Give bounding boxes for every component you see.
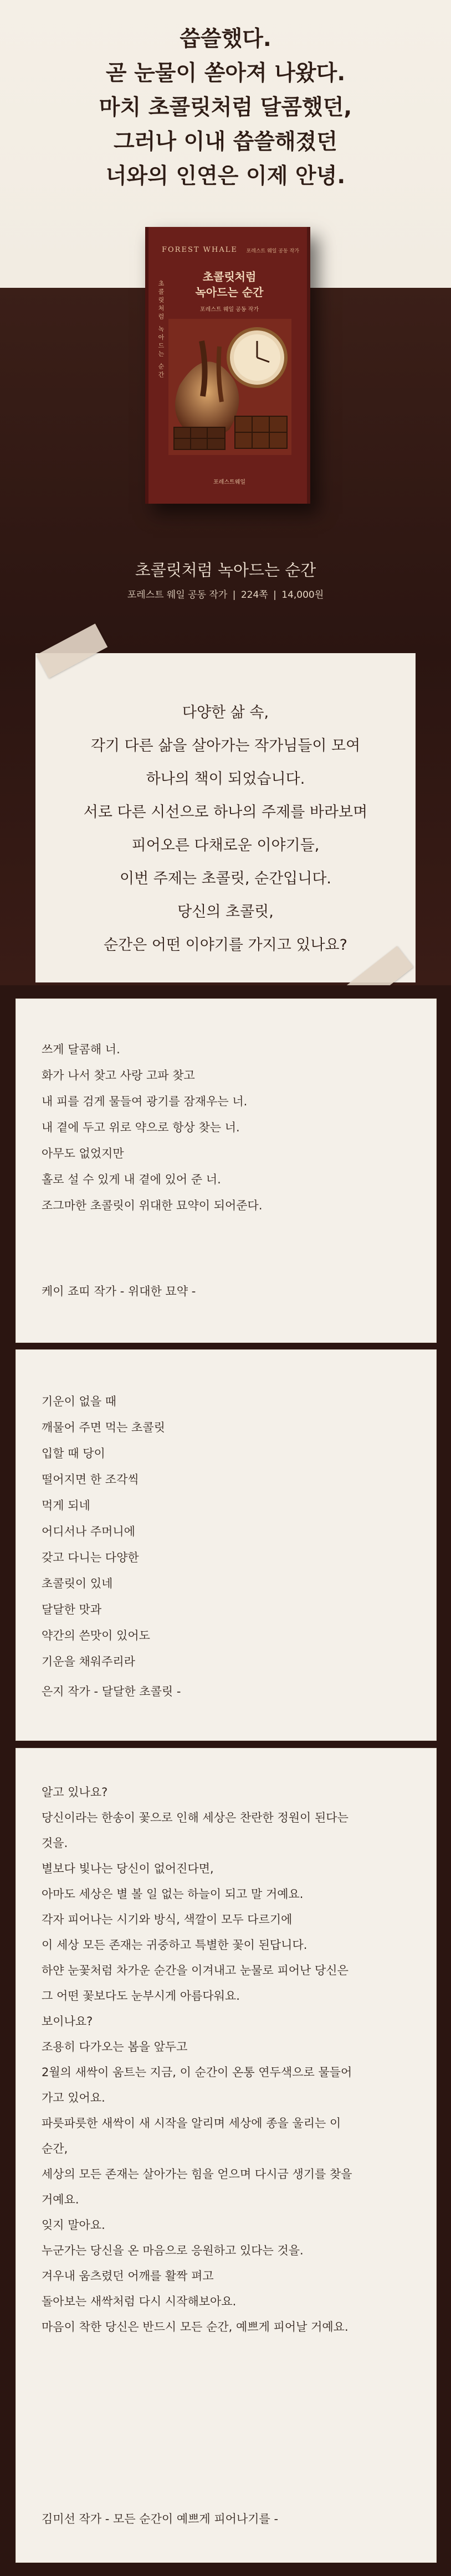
book-series: FOREST WHALE [162, 246, 238, 254]
book-pages: 224쪽 [240, 589, 268, 601]
poem-line: 홀로 설 수 있게 내 곁에 있어 준 너. [42, 1173, 221, 1186]
poem-line: 깨물어 주면 먹는 초콜릿 [42, 1421, 165, 1434]
book-subtitle: 포레스트 웨일 공동 작가 [199, 307, 259, 313]
poem-line: 내 곁에 두고 위로 약으로 항상 찾는 너. [42, 1121, 240, 1134]
poem-line: 조용히 다가오는 봄을 앞두고 [42, 2040, 188, 2053]
poem-line: 순간, [42, 2142, 68, 2155]
poem-text [42, 1389, 414, 1675]
intro-line: 순간은 어떤 이야기를 가지고 있나요? [104, 937, 347, 954]
book-cover-image [145, 227, 310, 504]
meta-separator: | [232, 589, 236, 601]
poem-line: 2월의 새싹이 움트는 지금, 이 순간이 온통 연두색으로 물들어 [42, 2066, 352, 2079]
book-publisher-logo: 포레스트웨일 [213, 479, 245, 485]
poem-line: 초콜릿이 있네 [42, 1577, 113, 1590]
book-title [148, 269, 310, 300]
hero-poem-line: 씁쓸했다. [180, 27, 271, 51]
book-publisher-line: 포레스트 웨일 공동 작가 [246, 249, 299, 254]
intro-line: 하나의 책이 되었습니다. [146, 770, 305, 788]
hero-poem-line: 마치 초콜릿처럼 달콤했던, [99, 95, 352, 120]
poem-line: 달달한 맛과 [42, 1603, 102, 1616]
book-title-line: 초콜릿처럼 [202, 270, 257, 283]
intro-text [35, 696, 416, 962]
intro-line: 각기 다른 삶을 살아가는 작가님들이 모여 [90, 737, 361, 754]
poem-line: 겨우내 움츠렸던 어깨를 활짝 펴고 [42, 2269, 214, 2283]
poem-line: 별보다 빛나는 당신이 없어진다면, [42, 1862, 214, 1875]
poem-line: 떨어지면 한 조각씩 [42, 1473, 139, 1486]
intro-line: 당신의 초콜릿, [177, 903, 274, 920]
intro-section [0, 653, 451, 985]
book-title-heading: 초콜릿처럼 녹아드는 순간 [135, 561, 316, 580]
hero-poem [0, 22, 451, 194]
poem-text [42, 1780, 414, 2340]
poem-line: 기운을 채워주리라 [42, 1655, 135, 1668]
poem-line: 누군가는 당신을 온 마음으로 응원하고 있다는 것을. [42, 2244, 304, 2257]
book-title-line: 녹아드는 순간 [195, 286, 264, 299]
poem-line: 잊지 말아요. [42, 2218, 105, 2232]
hero-section [0, 0, 451, 653]
poem-line: 돌아보는 새싹처럼 다시 시작해보아요. [42, 2295, 237, 2308]
poem-line: 파릇파릇한 새싹이 새 시작을 알리며 세상에 종을 울리는 이 [42, 2117, 341, 2130]
poem-card [16, 1349, 437, 1741]
poem-line: 거예요. [42, 2193, 79, 2206]
poem-line: 마음이 착한 당신은 반드시 모든 순간, 예쁘게 피어날 거예요. [42, 2320, 348, 2334]
book-price: 14,000원 [281, 589, 324, 601]
poem-text [42, 1037, 414, 1219]
poem-line: 그 어떤 꽃보다도 눈부시게 아름다워요. [42, 1989, 240, 2003]
hero-poem-line: 너와의 인연은 이제 안녕. [105, 164, 346, 189]
poem-line: 이 세상 모든 존재는 귀중하고 특별한 꽃이 된답니다. [42, 1938, 308, 1952]
poem-line: 먹게 되네 [42, 1499, 90, 1512]
hero-poem-line: 곧 눈물이 쏟아져 나왔다. [105, 61, 346, 86]
poem-line: 쓰게 달콤해 너. [42, 1043, 120, 1056]
poem-line: 화가 나서 찾고 사랑 고파 찾고 [42, 1069, 195, 1082]
intro-line: 서로 다른 시선으로 하나의 주제를 바라보며 [83, 804, 368, 821]
poem-line: 아무도 없었지만 [42, 1147, 124, 1160]
intro-line: 다양한 삶 속, [182, 704, 269, 721]
poem-line: 아마도 세상은 별 볼 일 없는 하늘이 되고 말 거예요. [42, 1887, 304, 1901]
poem-line: 어디서나 주머니에 [42, 1525, 135, 1538]
poem-line: 약간의 쓴맛이 있어도 [42, 1629, 150, 1642]
poem-line: 기운이 없을 때 [42, 1395, 117, 1408]
poem-line: 갖고 다니는 다양한 [42, 1551, 139, 1564]
poem-line: 보이나요? [42, 2015, 93, 2028]
poem-line: 조그마한 초콜릿이 위대한 묘약이 되어준다. [42, 1199, 263, 1212]
book-spine-label: 초콜릿처럼 녹아드는 순간 [157, 280, 165, 380]
meta-separator: | [273, 589, 276, 601]
book-meta [0, 587, 451, 601]
poem-line: 세상의 모든 존재는 살아가는 힘을 얻으며 다시금 생기를 찾을 [42, 2168, 352, 2181]
intro-line: 피어오른 다채로운 이야기들, [131, 837, 320, 854]
poem-line: 가고 있어요. [42, 2091, 105, 2104]
poem-line: 각자 피어나는 시기와 방식, 색깔이 모두 다르기에 [42, 1913, 293, 1926]
poem-credit: 김미선 작가 - 모든 순간이 예쁘게 피어나기를 - [42, 2512, 279, 2526]
poem-line: 입할 때 당이 [42, 1447, 105, 1460]
poem-card [16, 1748, 437, 2563]
poem-credit: 은지 작가 - 달달한 초콜릿 - [42, 1685, 181, 1698]
poem-line: 알고 있나요? [42, 1786, 108, 1799]
book-authors: 포레스트 웨일 공동 작가 [127, 589, 228, 601]
hero-poem-line: 그러나 이내 씁쓸해졌던 [114, 130, 337, 154]
chocolate-clock-illustration [168, 319, 291, 455]
poem-credit: 케이 죠띠 작가 - 위대한 묘약 - [42, 1285, 196, 1298]
intro-card [35, 653, 416, 982]
poem-line: 내 피를 검게 물들여 광기를 잠재우는 너. [42, 1095, 248, 1108]
poem-line: 것을. [42, 1837, 68, 1850]
poem-line: 하얀 눈꽃처럼 차가운 순간을 이겨내고 눈물로 피어난 당신은 [42, 1964, 348, 1977]
poem-line: 당신이라는 한송이 꽃으로 인해 세상은 찬란한 정원이 된다는 [42, 1811, 348, 1824]
poem-card [16, 999, 437, 1343]
intro-line: 이번 주제는 초콜릿, 순간입니다. [120, 870, 331, 887]
